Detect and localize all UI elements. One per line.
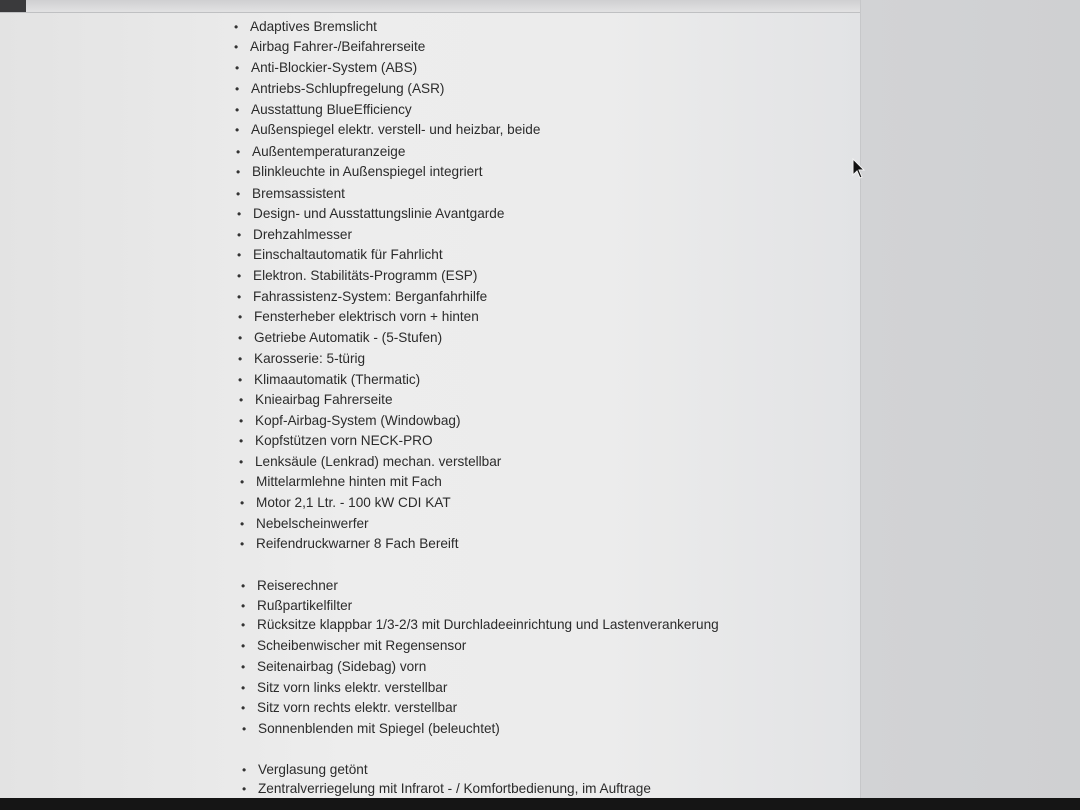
list-item <box>234 37 425 57</box>
bullet-icon: • <box>240 537 245 551</box>
list-item <box>238 307 479 327</box>
list-item <box>238 370 420 390</box>
list-item <box>239 411 461 431</box>
list-item <box>239 431 433 451</box>
list-item-text: Rücksitze klappbar 1/3-2/3 mit Durchladeeinrichtung und Lastenverankerung <box>257 617 719 632</box>
list-item-text: Reiserechner <box>257 578 338 593</box>
list-item <box>236 142 405 162</box>
list-item <box>241 576 338 596</box>
list-item <box>237 245 443 265</box>
list-item-text: Sitz vorn links elektr. verstellbar <box>257 680 448 695</box>
bullet-icon: • <box>237 228 242 242</box>
list-item <box>240 472 442 492</box>
bullet-icon: • <box>238 310 243 324</box>
list-item <box>235 120 540 140</box>
list-item <box>238 328 442 348</box>
window-top-strip <box>0 0 860 13</box>
list-item-text: Sitz vorn rechts elektr. verstellbar <box>257 700 458 715</box>
list-item-text: Seitenairbag (Sidebag) vorn <box>257 659 427 674</box>
list-item-text: Airbag Fahrer-/Beifahrerseite <box>250 39 426 54</box>
bullet-icon: • <box>238 331 243 345</box>
bullet-icon: • <box>238 352 243 366</box>
bullet-icon: • <box>237 290 242 304</box>
list-item-text: Bremsassistent <box>252 186 345 201</box>
list-item <box>239 390 393 410</box>
list-item <box>240 514 369 534</box>
list-item-text: Zentralverriegelung mit Infrarot - / Komfortbedienung, im Auftrage <box>258 781 651 796</box>
list-item-text: Klimaautomatik (Thermatic) <box>254 372 421 387</box>
bullet-icon: • <box>237 248 242 262</box>
bullet-icon: • <box>241 599 246 613</box>
list-item <box>237 225 352 245</box>
bullet-icon: • <box>234 40 239 54</box>
list-item-text: Mittelarmlehne hinten mit Fach <box>256 474 442 489</box>
list-item-text: Außenspiegel elektr. verstell- und heizbar, beide <box>251 122 541 137</box>
list-item <box>236 162 482 182</box>
bullet-icon: • <box>235 61 240 75</box>
list-item-text: Außentemperaturanzeige <box>252 144 406 159</box>
list-item-text: Ausstattung BlueEfficiency <box>251 102 412 117</box>
list-item <box>242 760 368 780</box>
bullet-icon: • <box>241 618 246 632</box>
list-item-text: Design- und Ausstattungslinie Avantgarde <box>253 206 505 221</box>
list-item-text: Reifendruckwarner 8 Fach Bereift <box>256 536 459 551</box>
list-item <box>239 452 501 472</box>
list-item <box>237 287 487 307</box>
bullet-icon: • <box>239 434 244 448</box>
list-item-text: Blinkleuchte in Außenspiegel integriert <box>252 164 483 179</box>
window-corner <box>0 0 26 12</box>
list-item <box>242 779 651 799</box>
bullet-icon: • <box>239 393 244 407</box>
list-item-text: Karosserie: 5-türig <box>254 351 366 366</box>
bullet-icon: • <box>242 722 247 736</box>
list-item <box>237 266 477 286</box>
list-item <box>234 17 377 37</box>
list-item <box>240 493 451 513</box>
list-item-text: Nebelscheinwerfer <box>256 516 369 531</box>
list-item-text: Verglasung getönt <box>258 762 368 777</box>
list-item <box>235 58 417 78</box>
list-item <box>235 100 412 120</box>
list-item <box>235 79 444 99</box>
list-item-text: Getriebe Automatik - (5-Stufen) <box>254 330 443 345</box>
list-item-text: Knieairbag Fahrerseite <box>255 392 393 407</box>
list-item-text: Kopfstützen vorn NECK-PRO <box>255 433 433 448</box>
list-item-text: Scheibenwischer mit Regensensor <box>257 638 467 653</box>
bullet-icon: • <box>241 681 246 695</box>
bullet-icon: • <box>242 782 247 796</box>
empty-right-area <box>861 0 1080 798</box>
bullet-icon: • <box>236 165 241 179</box>
bullet-icon: • <box>239 455 244 469</box>
screen-bezel <box>0 798 1080 810</box>
list-item <box>241 596 352 616</box>
list-item-text: Adaptives Bremslicht <box>250 19 377 34</box>
list-item-text: Rußpartikelfilter <box>257 598 353 613</box>
list-item-text: Motor 2,1 Ltr. - 100 kW CDI KAT <box>256 495 451 510</box>
bullet-icon: • <box>240 496 245 510</box>
bullet-icon: • <box>238 373 243 387</box>
bullet-icon: • <box>241 660 246 674</box>
bullet-icon: • <box>236 145 241 159</box>
bullet-icon: • <box>240 517 245 531</box>
list-item-text: Kopf-Airbag-System (Windowbag) <box>255 413 461 428</box>
list-item <box>238 349 365 369</box>
list-item <box>241 615 719 635</box>
bullet-icon: • <box>242 763 247 777</box>
list-item-text: Lenksäule (Lenkrad) mechan. verstellbar <box>255 454 502 469</box>
bullet-icon: • <box>237 207 242 221</box>
mouse-pointer-icon <box>852 158 866 180</box>
list-item-text: Einschaltautomatik für Fahrlicht <box>253 247 443 262</box>
bullet-icon: • <box>241 639 246 653</box>
list-item-text: Fahrassistenz-System: Berganfahrhilfe <box>253 289 488 304</box>
bullet-icon: • <box>235 82 240 96</box>
bullet-icon: • <box>239 414 244 428</box>
list-item <box>242 719 500 739</box>
list-item <box>237 204 504 224</box>
list-item <box>240 534 459 554</box>
list-item <box>236 184 345 204</box>
list-item-text: Sonnenblenden mit Spiegel (beleuchtet) <box>258 721 500 736</box>
list-item-text: Fensterheber elektrisch vorn + hinten <box>254 309 479 324</box>
list-item <box>241 657 426 677</box>
list-item <box>241 698 457 718</box>
list-item <box>241 636 466 656</box>
bullet-icon: • <box>236 187 241 201</box>
bullet-icon: • <box>241 701 246 715</box>
list-item-text: Anti-Blockier-System (ABS) <box>251 60 418 75</box>
bullet-icon: • <box>237 269 242 283</box>
bullet-icon: • <box>235 103 240 117</box>
bullet-icon: • <box>240 475 245 489</box>
list-item-text: Antriebs-Schlupfregelung (ASR) <box>251 81 445 96</box>
list-item <box>241 678 447 698</box>
bullet-icon: • <box>235 123 240 137</box>
list-item-text: Drehzahlmesser <box>253 227 352 242</box>
bullet-icon: • <box>241 579 246 593</box>
list-item-text: Elektron. Stabilitäts-Programm (ESP) <box>253 268 478 283</box>
bullet-icon: • <box>234 20 239 34</box>
